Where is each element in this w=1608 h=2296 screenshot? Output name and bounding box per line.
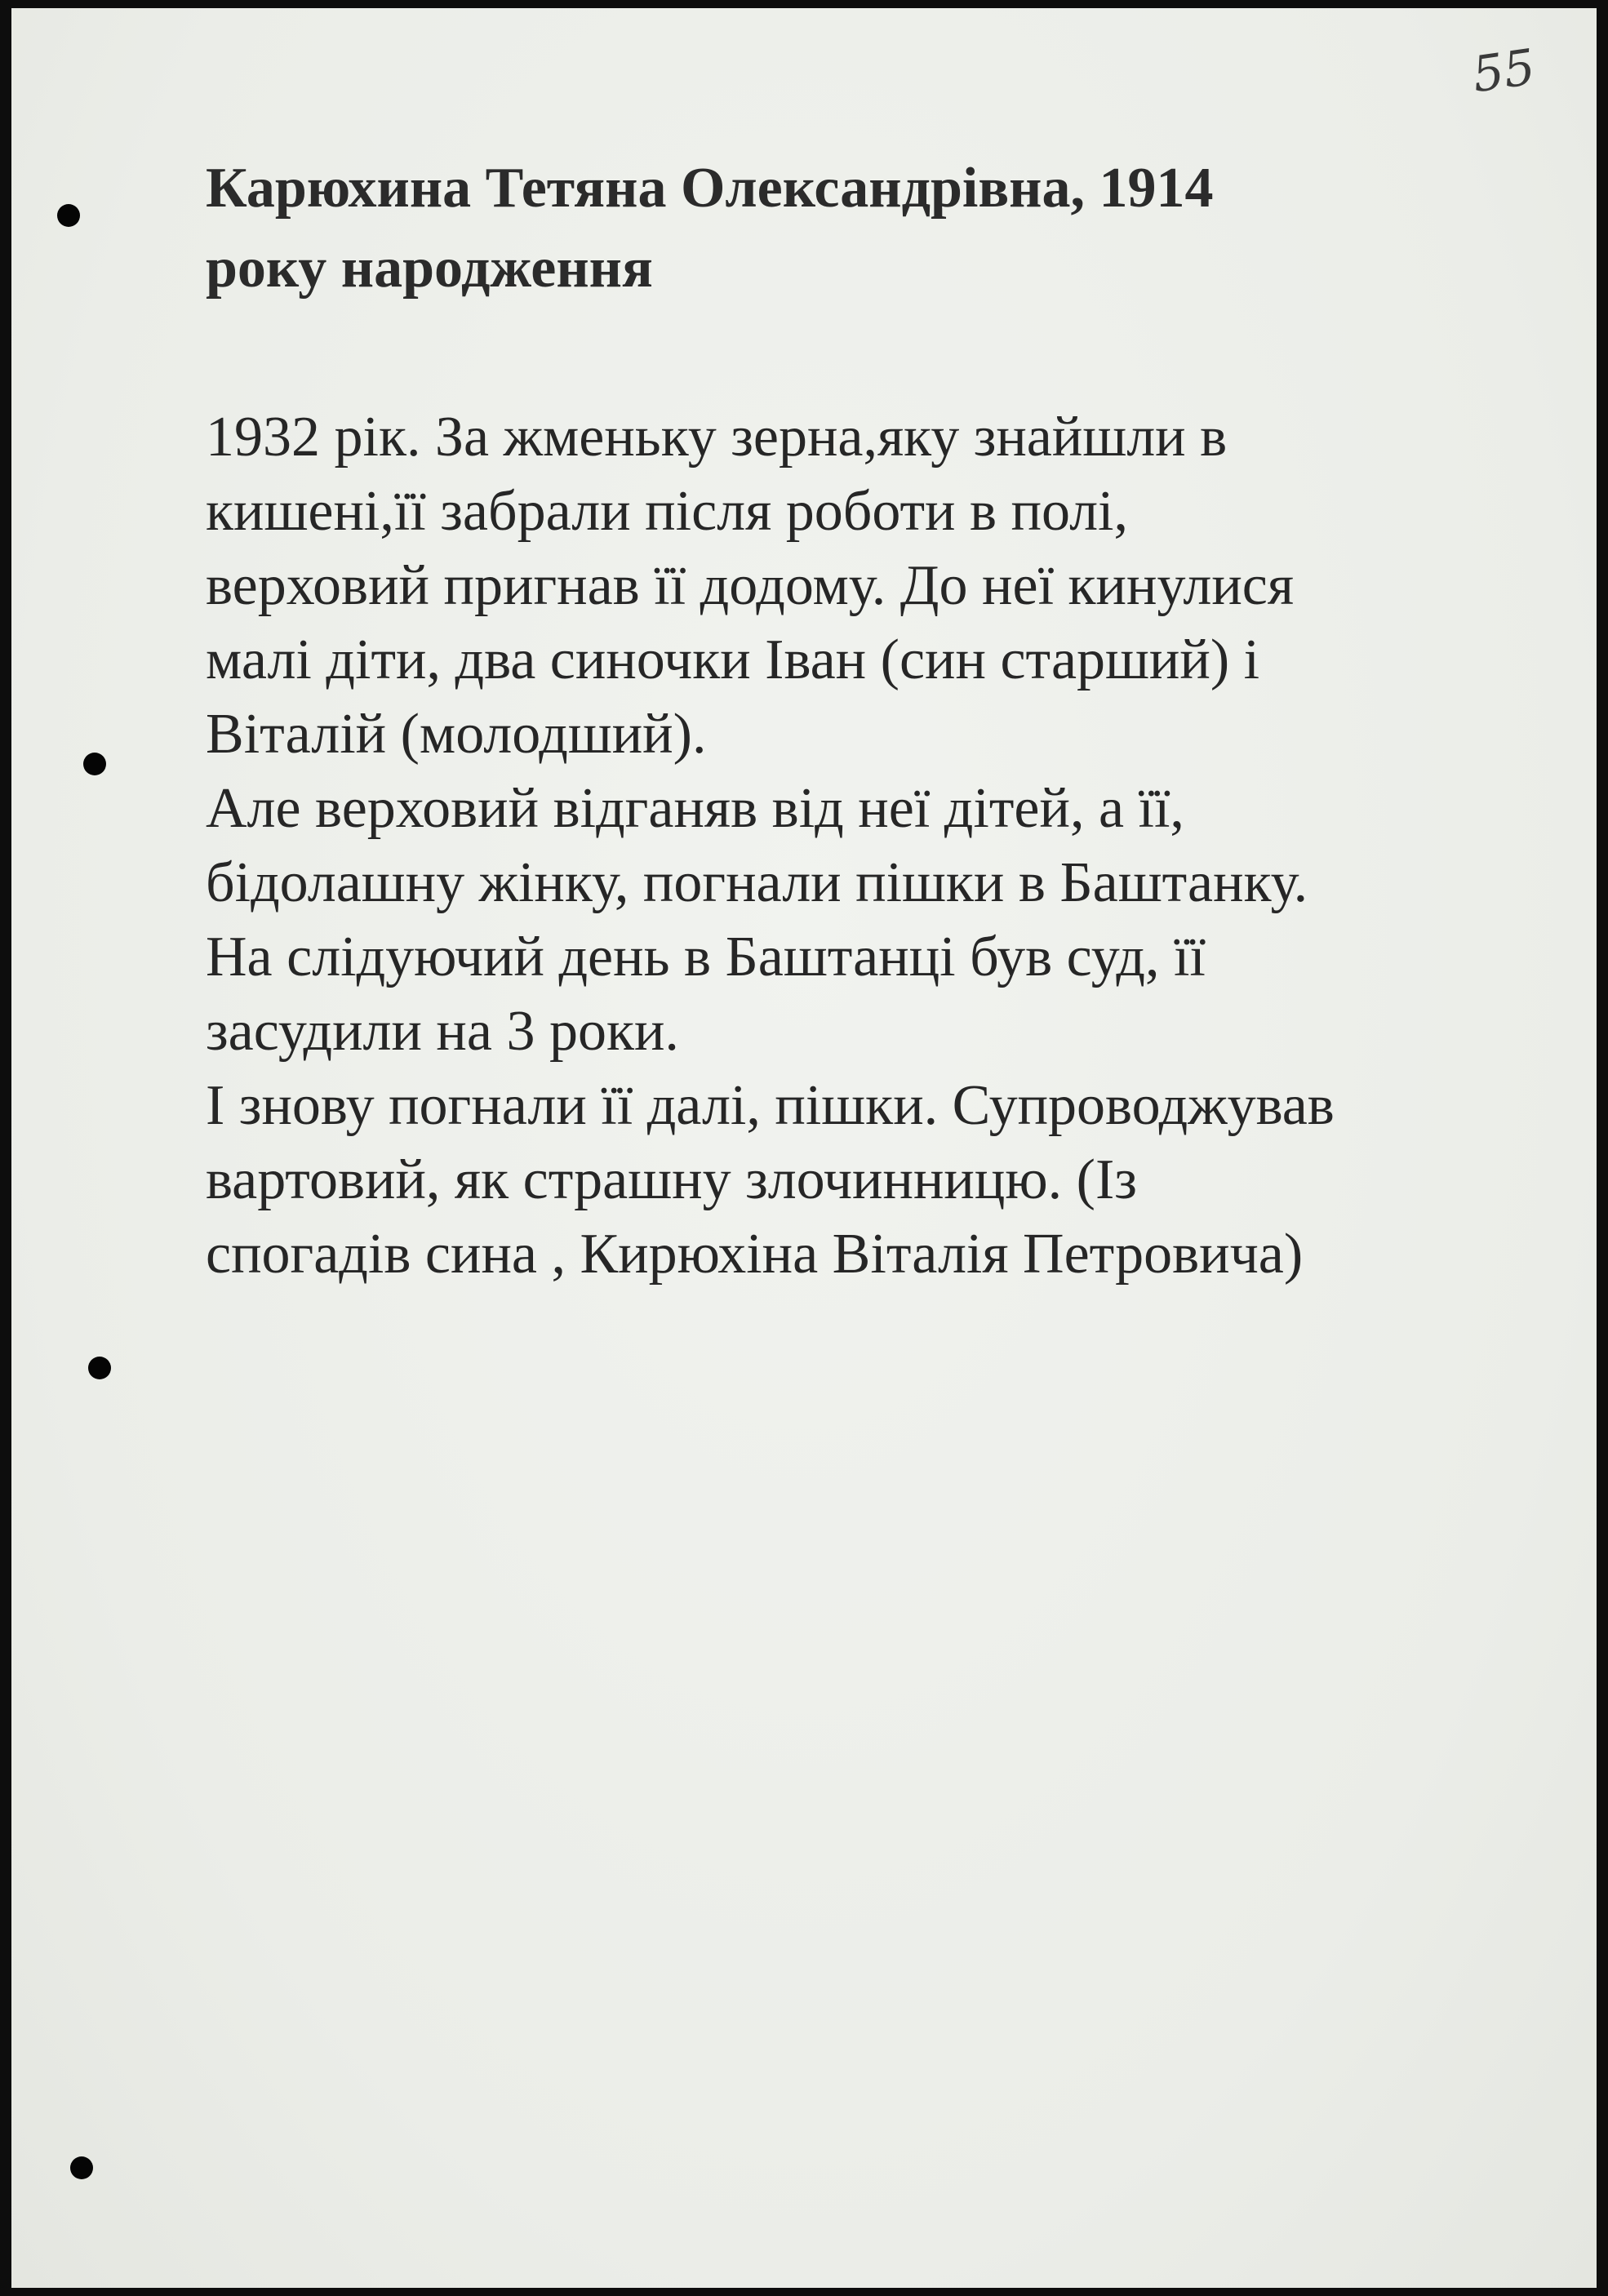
punch-hole [88, 1357, 111, 1379]
handwritten-page-number: 55 [1468, 38, 1539, 104]
document-body [206, 400, 1512, 1291]
punch-hole [70, 2156, 93, 2179]
title-line: року народження [206, 237, 653, 300]
paper-sheet [11, 8, 1597, 2288]
body-line: І знову погнали її далі, пішки. Супроводжував [206, 1074, 1335, 1137]
body-line: спогадів сина , Кирюхіна Віталія Петровича) [206, 1223, 1304, 1286]
title-line: Карюхина Тетяна Олександрівна, 1914 [206, 157, 1214, 220]
body-line: 1932 рік. За жменьку зерна,яку знайшли в [206, 406, 1228, 469]
punch-hole [57, 204, 80, 227]
body-paragraph [206, 400, 1512, 1291]
punch-hole [83, 753, 106, 775]
body-line: верховий пригнав її додому. До неї кинулися [206, 554, 1295, 617]
body-line: На слідуючий день в Баштанці був суд, її [206, 926, 1206, 988]
body-line: кишені,її забрали після роботи в полі, [206, 480, 1128, 543]
body-line: вартовий, як страшну злочинницю. (Із [206, 1148, 1137, 1211]
body-line: засудили на 3 роки. [206, 1000, 679, 1063]
body-line: бідолашну жінку, погнали пішки в Баштанку. [206, 851, 1308, 914]
body-line: Але верховий відганяв від неї дітей, а її, [206, 777, 1184, 840]
document-title [206, 149, 1512, 309]
body-line: Віталій (молодший). [206, 703, 707, 766]
body-line: малі діти, два синочки Іван (син старший) і [206, 628, 1260, 691]
